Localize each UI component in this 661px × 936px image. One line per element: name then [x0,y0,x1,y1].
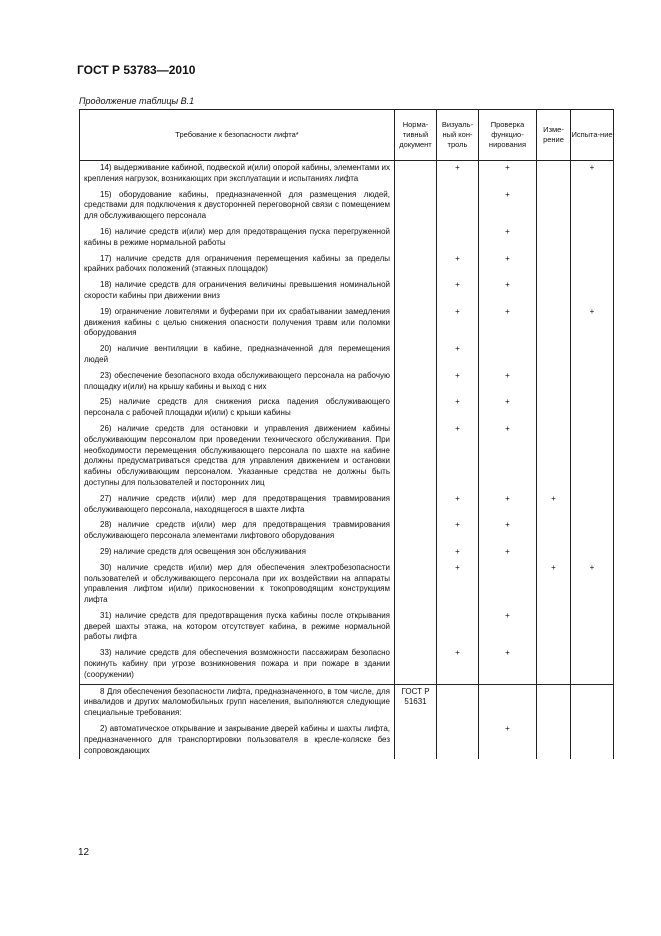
requirement-text [80,422,395,492]
requirement-text-content: 15) оборудование кабины, предназначенной для размещения людей, средствами для подключения к двусторонней переговорной связи с помещением для обслуживающего персонала [84,189,390,221]
requirement-text [80,609,395,646]
table-row [80,252,614,279]
cell-visual-control: + [437,518,479,545]
requirement-text-content: 2) автоматическое открывание и закрывание дверей кабины и шахты лифта, предназначенного для транспортировки пользователя в кресле-коляске без сопровождающих [84,724,390,755]
cell-test: + [571,305,614,342]
cell-visual-control: + [437,545,479,561]
cell-test [571,545,614,561]
table-row [80,342,614,369]
cell-visual-control: + [437,395,479,422]
cell-normative-doc [395,278,437,305]
table-row [80,161,614,188]
requirement-text-content: 26) наличие средств для остановки и управления движением кабины обслуживающим персоналом при проведении технического обслуживания. При необходимости перемещения обслуживающего персонала по шахте на кабине должны предусматриваться средства для управления движением и остановки кабины обслуживающим персоналом. Указанные средства не должны быть доступны для пользователей и посторонних лиц [84,423,390,487]
cell-function-check: + [479,252,537,279]
requirements-table [79,109,614,759]
requirement-text [80,722,395,759]
table-row [80,545,614,561]
requirement-text-content: 20) наличие вентиляции в кабине, предназначенной для перемещения людей [84,344,390,364]
cell-function-check: + [479,369,537,396]
requirement-text [80,684,395,722]
cell-normative-doc [395,369,437,396]
cell-measurement [537,342,571,369]
cell-test [571,722,614,759]
col-header-function-check: Проверка функцио-нирования [479,110,537,161]
cell-normative-doc: ГОСТ Р 51631 [395,684,437,722]
requirement-text [80,305,395,342]
cell-visual-control: + [437,561,479,609]
cell-measurement [537,684,571,722]
cell-normative-doc [395,609,437,646]
cell-measurement [537,722,571,759]
requirement-text [80,561,395,609]
cell-measurement [537,545,571,561]
cell-function-check: + [479,305,537,342]
cell-function-check: + [479,395,537,422]
cell-visual-control: + [437,422,479,492]
cell-test [571,278,614,305]
cell-measurement [537,278,571,305]
cell-function-check [479,561,537,609]
cell-normative-doc [395,252,437,279]
cell-test [571,609,614,646]
cell-visual-control [437,609,479,646]
requirement-text-content: 31) наличие средств для предотвращения пуска кабины после открывания дверей шахты этажа, на котором отсутствует кабина, в режиме нормальной работы лифта [84,610,390,642]
cell-test [571,225,614,252]
requirement-text-content: 28) наличие средств и(или) мер для предотвращения травмирования обслуживающего персонала элементами лифтового оборудования [84,520,390,541]
table-row [80,225,614,252]
cell-visual-control [437,225,479,252]
table-row [80,561,614,609]
cell-function-check [479,342,537,369]
requirement-text-content: 25) наличие средств для снижения риска падения обслуживающего персонала с рабочей площадки и(или) с крыши кабины [84,397,390,418]
cell-normative-doc [395,646,437,684]
cell-measurement [537,646,571,684]
table-row [80,278,614,305]
cell-normative-doc [395,722,437,759]
cell-test [571,518,614,545]
cell-visual-control [437,188,479,225]
document-title: ГОСТ Р 53783—2010 [77,63,196,77]
requirement-text [80,646,395,684]
cell-function-check: + [479,545,537,561]
cell-test: + [571,561,614,609]
cell-visual-control: + [437,342,479,369]
cell-measurement [537,188,571,225]
cell-test [571,492,614,519]
cell-measurement [537,369,571,396]
table-header-row [80,110,614,161]
table-row [80,518,614,545]
table-row [80,722,614,759]
table-row [80,188,614,225]
cell-measurement: + [537,561,571,609]
cell-test [571,684,614,722]
cell-normative-doc [395,422,437,492]
cell-measurement [537,252,571,279]
cell-measurement [537,609,571,646]
cell-normative-doc [395,561,437,609]
cell-normative-doc [395,188,437,225]
cell-function-check [479,684,537,722]
cell-test [571,369,614,396]
requirement-text [80,225,395,252]
requirement-text-content: 19) ограничение ловителями и буферами при их срабатывании замедления движения кабины с целью снижения опасности получения травм или поломки оборудования [84,306,390,338]
cell-function-check: + [479,278,537,305]
col-header-measurement: Изме-рение [537,110,571,161]
requirement-text [80,342,395,369]
table-caption: Продолжение таблицы В.1 [79,96,195,106]
requirement-text [80,278,395,305]
cell-measurement [537,225,571,252]
requirement-text-content: 18) наличие средств для ограничения величины превышения номинальной скорости кабины при движении вниз [84,280,390,300]
table-body [80,161,614,760]
cell-visual-control [437,684,479,722]
requirement-text [80,252,395,279]
table-row [80,369,614,396]
table-row [80,646,614,684]
cell-normative-doc [395,492,437,519]
table-row [80,492,614,519]
cell-function-check: + [479,188,537,225]
cell-visual-control: + [437,305,479,342]
table-row [80,684,614,722]
col-header-normative-doc: Норма-тивный документ [395,110,437,161]
cell-function-check: + [479,225,537,252]
requirement-text [80,395,395,422]
cell-test [571,188,614,225]
cell-normative-doc [395,225,437,252]
requirement-text [80,492,395,519]
cell-visual-control [437,722,479,759]
table-row [80,395,614,422]
requirement-text-content: 8 Для обеспечения безопасности лифта, предназначенного, в том числе, для инвалидов и других маломобильных групп населения, выполняются следующие специальные требования: [84,686,390,718]
cell-visual-control: + [437,252,479,279]
requirement-text-content: 27) наличие средств и(или) мер для предотвращения травмирования обслуживающего персонала, находящегося в шахте лифта [84,493,390,514]
col-header-visual-control: Визуаль-ный кон-троль [437,110,479,161]
cell-measurement [537,422,571,492]
cell-visual-control: + [437,161,479,188]
cell-function-check: + [479,646,537,684]
cell-function-check: + [479,161,537,188]
cell-measurement [537,305,571,342]
requirement-text-content: 33) наличие средств для обеспечения возможности пассажирам безопасно покинуть кабину при угрозе возникновения пожара и при пожаре в здании (сооружении) [84,648,390,679]
cell-normative-doc [395,342,437,369]
cell-normative-doc [395,518,437,545]
requirement-text-content: 16) наличие средств и(или) мер для предотвращения пуска перегруженной кабины в режиме нормальной работы [84,226,390,247]
page-number: 12 [78,847,90,858]
cell-test [571,395,614,422]
cell-test [571,646,614,684]
requirement-text-content: 23) обеспечение безопасного входа обслуживающего персонала на рабочую площадку и(или) на крышу кабины и выход с них [84,370,390,391]
cell-visual-control: + [437,369,479,396]
requirement-text [80,518,395,545]
cell-test [571,252,614,279]
requirement-text [80,369,395,396]
cell-measurement [537,161,571,188]
cell-function-check: + [479,609,537,646]
cell-normative-doc [395,161,437,188]
cell-measurement [537,395,571,422]
cell-function-check: + [479,492,537,519]
cell-visual-control: + [437,278,479,305]
cell-normative-doc [395,395,437,422]
requirement-text [80,545,395,561]
cell-function-check: + [479,722,537,759]
cell-function-check: + [479,422,537,492]
table-row [80,305,614,342]
requirement-text-content: 14) выдерживание кабиной, подвеской и(или) опорой кабины, элементами их крепления нагрузок, возникающих при эксплуатации и испытаниях лифта [84,163,390,183]
table-row [80,422,614,492]
cell-visual-control: + [437,646,479,684]
cell-test: + [571,161,614,188]
cell-measurement: + [537,492,571,519]
requirement-text [80,161,395,188]
cell-test [571,422,614,492]
requirement-text-content: 29) наличие средств для освещения зон обслуживания [100,546,306,556]
cell-test [571,342,614,369]
cell-measurement [537,518,571,545]
col-header-test: Испыта-ние [571,110,614,161]
cell-normative-doc [395,545,437,561]
cell-normative-doc [395,305,437,342]
requirement-text-content: 17) наличие средств для ограничения перемещения кабины за пределы крайних рабочих положений (этажных площадок) [84,253,390,274]
requirement-text-content: 30) наличие средств и(или) мер для обеспечения электробезопасности пользователей и обслуживающего персонала при их воздействии на аппараты управления лифтом и(или) прикосновении к токопроводящим конструкциям лифта [84,562,390,605]
col-header-requirement: Требование к безопасности лифта* [80,110,395,161]
cell-visual-control: + [437,492,479,519]
requirement-text [80,188,395,225]
cell-function-check: + [479,518,537,545]
table-row [80,609,614,646]
